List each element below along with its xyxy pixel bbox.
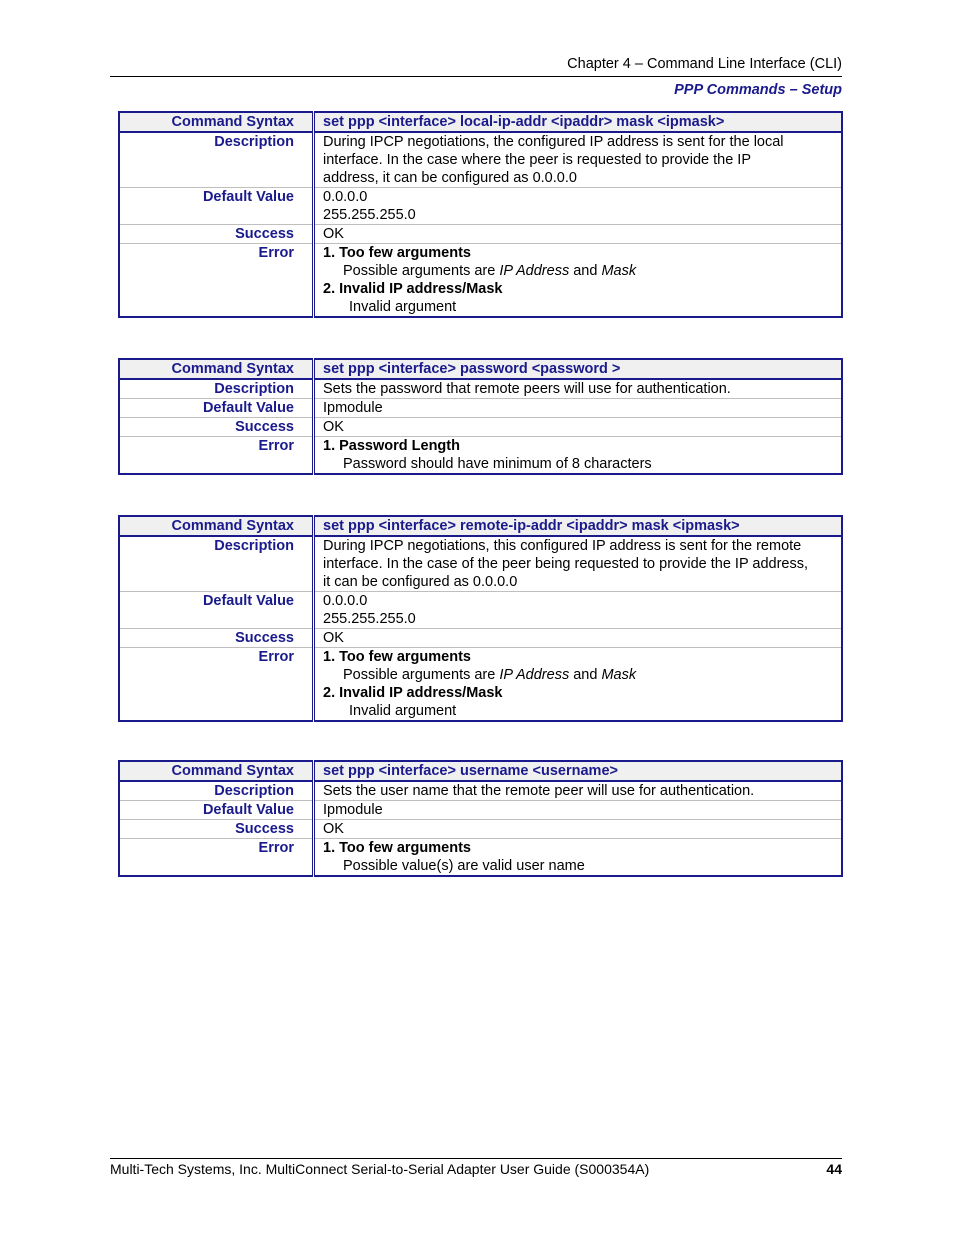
error-detail: Invalid argument	[349, 299, 457, 315]
error-value	[314, 648, 843, 722]
syntax-label: Command Syntax	[119, 516, 314, 536]
default-label: Default Value	[119, 399, 314, 418]
default-label: Default Value	[119, 188, 314, 225]
command-table-username	[118, 760, 843, 877]
default-value: Ipmodule	[314, 399, 843, 418]
error-detail: Possible arguments are IP Address and Mask	[343, 263, 637, 279]
syntax-label: Command Syntax	[119, 761, 314, 781]
error-title: 1. Too few arguments	[323, 245, 471, 261]
error-detail: Invalid argument	[349, 703, 457, 719]
command-table-local-ip-addr	[118, 111, 843, 318]
error-detail: Possible arguments are IP Address and Mask	[343, 667, 637, 683]
page-number: 44	[826, 1161, 842, 1177]
success-label: Success	[119, 225, 314, 244]
default-label: Default Value	[119, 801, 314, 820]
footer-rule	[110, 1158, 842, 1159]
description-label: Description	[119, 132, 314, 188]
success-label: Success	[119, 418, 314, 437]
command-table-password	[118, 358, 843, 475]
error-value	[314, 437, 843, 475]
error-detail: Password should have minimum of 8 characters	[343, 456, 652, 472]
syntax-value: set ppp <interface> local-ip-addr <ipaddr> mask <ipmask>	[314, 112, 843, 132]
syntax-value: set ppp <interface> remote-ip-addr <ipaddr> mask <ipmask>	[314, 516, 843, 536]
default-value: 0.0.0.0 255.255.255.0	[314, 592, 843, 629]
default-label: Default Value	[119, 592, 314, 629]
footer-text: Multi-Tech Systems, Inc. MultiConnect Serial-to-Serial Adapter User Guide (S000354A)	[110, 1161, 650, 1177]
description-value: During IPCP negotiations, this configured IP address is sent for the remote interface. In the case of the peer being requested to provide the IP address, it can be configured as 0.0.0.0	[314, 536, 843, 592]
error-title: 1. Too few arguments	[323, 649, 471, 665]
description-label: Description	[119, 536, 314, 592]
chapter-title: Chapter 4 – Command Line Interface (CLI)	[567, 56, 842, 72]
syntax-label: Command Syntax	[119, 112, 314, 132]
command-table-remote-ip-addr	[118, 515, 843, 722]
success-value: OK	[314, 225, 843, 244]
success-label: Success	[119, 820, 314, 839]
description-value: During IPCP negotiations, the configured IP address is sent for the local interface. In the case where the peer is requested to provide the IP address, it can be configured as 0.0.0.0	[314, 132, 843, 188]
description-value: Sets the password that remote peers will use for authentication.	[314, 379, 843, 399]
success-value: OK	[314, 629, 843, 648]
error-label: Error	[119, 648, 314, 722]
syntax-value: set ppp <interface> password <password >	[314, 359, 843, 379]
description-value: Sets the user name that the remote peer will use for authentication.	[314, 781, 843, 801]
error-value	[314, 244, 843, 318]
error-title: 1. Password Length	[323, 438, 460, 454]
error-title: 1. Too few arguments	[323, 840, 471, 856]
error-detail: Possible value(s) are valid user name	[343, 858, 585, 874]
success-value: OK	[314, 820, 843, 839]
error-label: Error	[119, 839, 314, 877]
success-value: OK	[314, 418, 843, 437]
error-value	[314, 839, 843, 877]
default-value: Ipmodule	[314, 801, 843, 820]
success-label: Success	[119, 629, 314, 648]
description-label: Description	[119, 781, 314, 801]
description-label: Description	[119, 379, 314, 399]
error-title: 2. Invalid IP address/Mask	[323, 281, 503, 297]
error-label: Error	[119, 437, 314, 475]
error-title: 2. Invalid IP address/Mask	[323, 685, 503, 701]
syntax-value: set ppp <interface> username <username>	[314, 761, 843, 781]
header-rule	[110, 76, 842, 77]
syntax-label: Command Syntax	[119, 359, 314, 379]
error-label: Error	[119, 244, 314, 318]
section-title: PPP Commands – Setup	[674, 82, 842, 98]
default-value: 0.0.0.0 255.255.255.0	[314, 188, 843, 225]
